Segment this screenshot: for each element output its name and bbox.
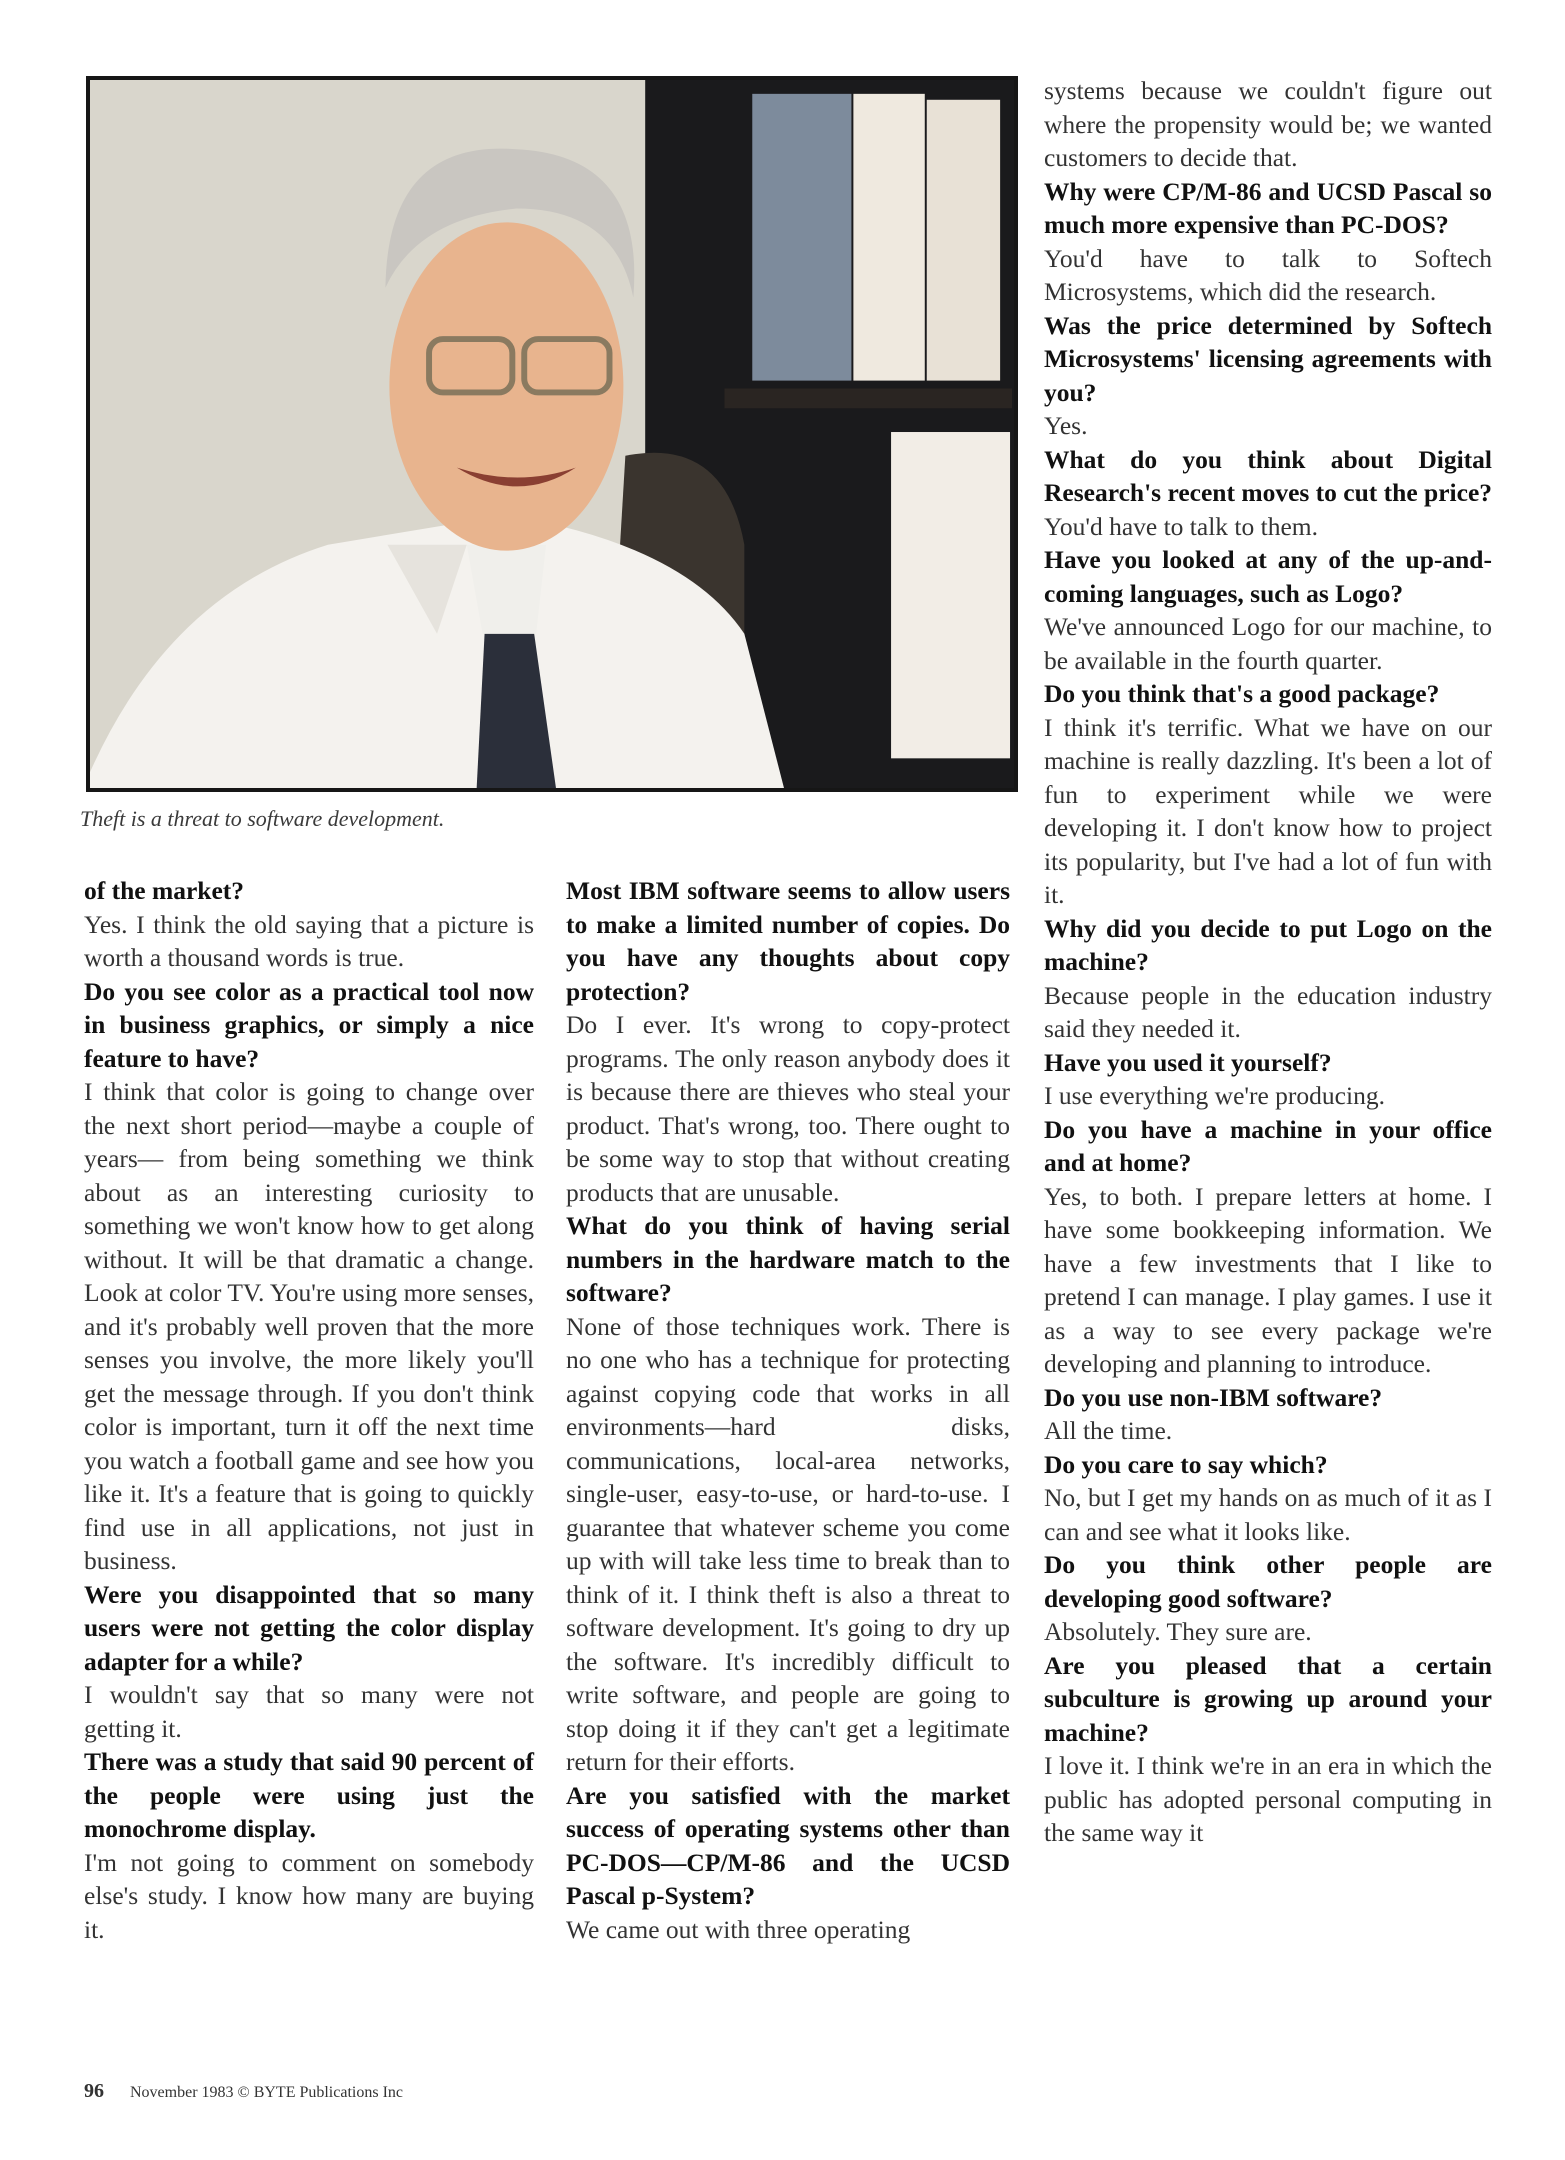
question-paragraph: Do you think other people are developing good software? <box>1044 1550 1492 1613</box>
text-column-2 <box>566 874 1010 1946</box>
answer-paragraph: All the time. <box>1044 1416 1173 1445</box>
answer-paragraph: I wouldn't say that so many were not getting it. <box>84 1680 534 1743</box>
answer-paragraph: systems because we couldn't figure out where the propensity would be; we wanted customers to decide that. <box>1044 76 1492 172</box>
portrait-photo <box>86 76 1018 792</box>
text-column-1 <box>84 874 534 1946</box>
answer-paragraph: You'd have to talk to Softech Microsystems, which did the research. <box>1044 243 1492 306</box>
answer-paragraph: We came out with three operating <box>566 1914 911 1944</box>
question-paragraph: Were you disappointed that so many users were not getting the color display adapter for a while? <box>84 1579 534 1676</box>
portrait-illustration <box>90 80 1014 788</box>
question-paragraph: Are you pleased that a certain subculture is growing up around your machine? <box>1044 1650 1492 1747</box>
answer-paragraph: Yes, to both. I prepare letters at home. I have some bookkeeping information. We have a few investments that I like to pretend I can manage. I play games. I use it as a way to see every package we're developing and planning to introduce. <box>1044 1181 1492 1378</box>
answer-paragraph: I'm not going to comment on somebody else's study. I know how many are buying it. <box>84 1847 534 1944</box>
question-paragraph: Do you see color as a practical tool now in business graphics, or simply a nice feature to have? <box>84 976 534 1073</box>
column-paragraph: of the market? <box>84 876 245 905</box>
answer-paragraph: I use everything we're producing. <box>1044 1081 1385 1110</box>
answer-paragraph: I love it. I think we're in an era in which the public has adopted personal computing in the same way it <box>1044 1751 1492 1847</box>
question-paragraph: Have you used it yourself? <box>1044 1047 1332 1077</box>
question-paragraph: Are you satisfied with the market success of operating systems other than PC-DOS—CP/M-86 and the UCSD Pascal p-System? <box>566 1780 1010 1910</box>
question-paragraph: Have you looked at any of the up-and-coming languages, such as Logo? <box>1044 545 1492 608</box>
page-number: 96 <box>84 2080 104 2102</box>
question-paragraph: What do you think of having serial numbers in the hardware match to the software? <box>566 1211 1010 1307</box>
answer-paragraph: I think it's terrific. What we have on our machine is really dazzling. It's been a lot of fun to experiment while we were developing it. I don't know how to project its popularity, but I've had a lot of fun with it. <box>1044 712 1492 909</box>
question-paragraph: Do you think that's a good package? <box>1044 679 1440 708</box>
question-paragraph: Why did you decide to put Logo on the machine? <box>1044 913 1492 976</box>
question-paragraph: Do you use non-IBM software? <box>1044 1382 1383 1412</box>
footer-credit: November 1983 © BYTE Publications Inc <box>130 2084 403 2101</box>
question-paragraph: What do you think about Digital Research's recent moves to cut the price? <box>1044 444 1493 507</box>
answer-paragraph: I think that color is going to change over the next short period—maybe a couple of years— from being something we think about as an interesting curiosity to something we won't know how to get along without. It will be that dramatic a change. Look at color TV. You're using more senses, and it's probably well proven that the more senses you involve, the more likely you'll get the message through. If you don't think color is important, turn it off the next time you watch a football game and see how you like it. It's a feature that is going to quickly find use in all applications, not just in business. <box>84 1077 534 1575</box>
page-footer <box>84 2080 403 2103</box>
text-column-3 <box>1044 74 1492 1850</box>
question-paragraph: There was a study that said 90 percent of the people were using just the monochrome display. <box>84 1747 534 1843</box>
question-paragraph: Most IBM software seems to allow users to make a limited number of copies. Do you have any thoughts about copy protection? <box>566 876 1010 1006</box>
answer-paragraph: Do I ever. It's wrong to copy-protect programs. The only reason anybody does it is because there are thieves who steal your product. That's wrong, too. There ought to be some way to stop that without creating products that are unusable. <box>566 1010 1010 1207</box>
answer-paragraph: Absolutely. They sure are. <box>1044 1617 1312 1646</box>
answer-paragraph: None of those techniques work. There is no one who has a technique for protecting against copying code that works in all environments—hard disks, communications, local-area networks, single-user, easy-to-use, or hard-to-use. I guarantee that whatever scheme you come up with will take less time to break than to think of it. I think theft is also a threat to software development. It's going to dry up the software. It's incredibly difficult to write software, and people are going to stop doing it if they can't get a legitimate return for their efforts. <box>566 1311 1010 1776</box>
answer-paragraph: You'd have to talk to them. <box>1044 511 1318 541</box>
answer-paragraph: Yes. <box>1044 411 1088 440</box>
answer-paragraph: We've announced Logo for our machine, to be available in the fourth quarter. <box>1044 612 1492 675</box>
question-paragraph: Do you have a machine in your office and at home? <box>1044 1114 1492 1177</box>
answer-paragraph: No, but I get my hands on as much of it as I can and see what it looks like. <box>1044 1483 1492 1546</box>
question-paragraph: Do you care to say which? <box>1044 1449 1328 1479</box>
question-paragraph: Was the price determined by Softech Microsystems' licensing agreements with you? <box>1044 310 1492 407</box>
photo-caption: Theft is a threat to software development. <box>80 806 445 831</box>
answer-paragraph: Yes. I think the old saying that a picture is worth a thousand words is true. <box>84 909 534 972</box>
question-paragraph: Why were CP/M-86 and UCSD Pascal so much more expensive than PC-DOS? <box>1044 176 1492 239</box>
answer-paragraph: Because people in the education industry said they needed it. <box>1044 980 1492 1043</box>
